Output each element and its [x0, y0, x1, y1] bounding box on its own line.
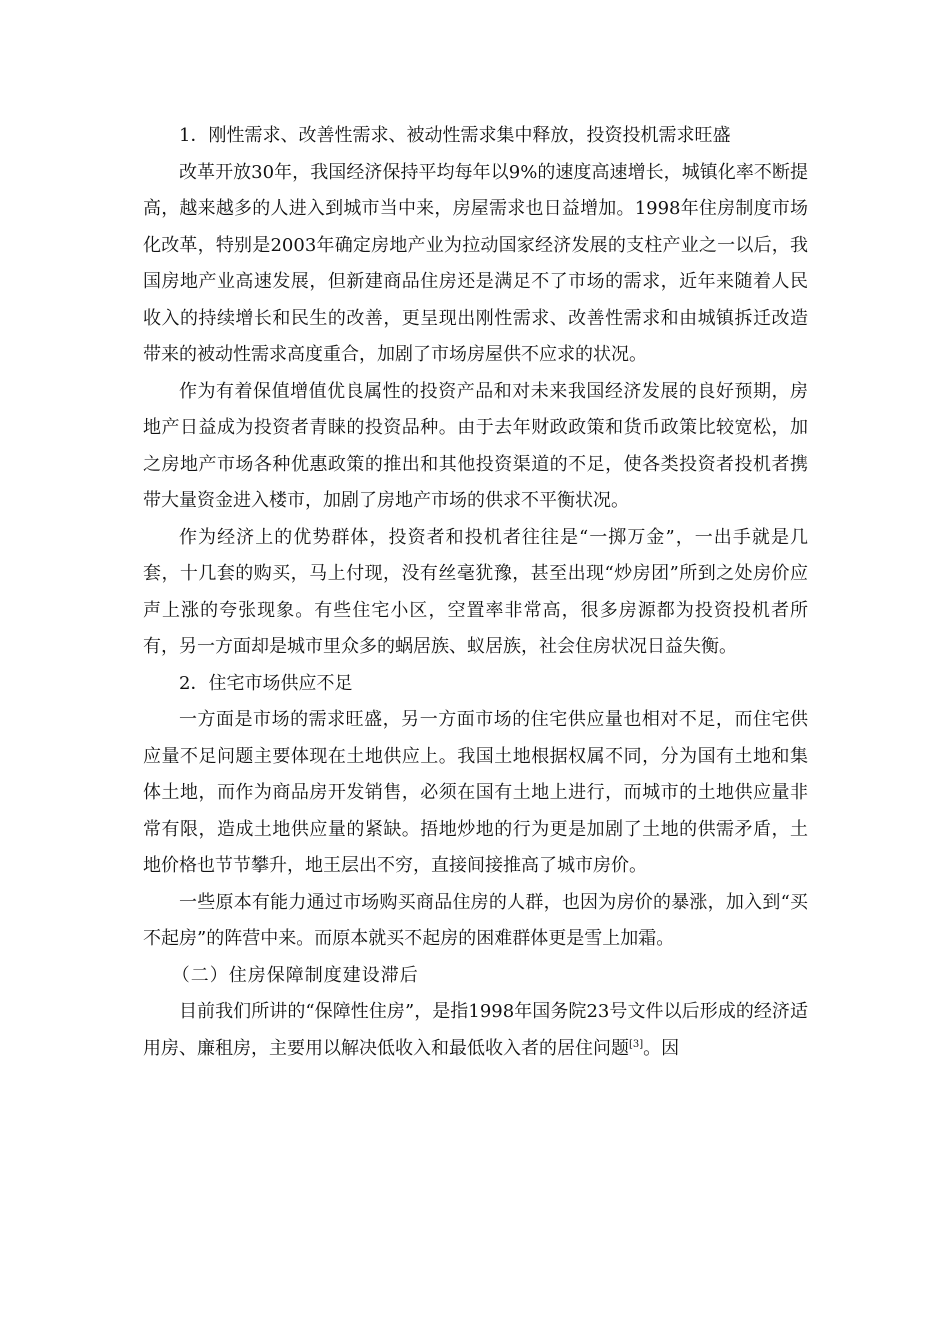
- document-page: [143, 118, 808, 1067]
- paragraph-land-supply: 一方面是市场的需求旺盛，另一方面市场的住宅供应量也相对不足，而住宅供应量不足问题主要体现在土地供应上。我国土地根据权属不同，分为国有土地和集体土地，而作为商品房开发销售，必须在国有土地上进行，而城市的土地供应量非常有限，造成土地供应量的紧缺。捂地炒地的行为更是加剧了土地的供需矛盾，土地价格也节节攀升，地王层出不穷，直接间接推高了城市房价。: [143, 709, 808, 876]
- paragraph-affordable-housing: [143, 994, 808, 1067]
- citation-marker: [3]: [629, 1038, 644, 1050]
- section-heading-housing-security: （二）住房保障制度建设滞后: [171, 964, 419, 986]
- paragraph-investment-product: 作为有着保值增值优良属性的投资产品和对未来我国经济发展的良好预期，房地产日益成为投资者青睐的投资品种。由于去年财政政策和货币政策比较宽松，加之房地产市场各种优惠政策的推出和其他投资渠道的不足，使各类投资者投机者携带大量资金进入楼市，加剧了房地产市场的供求不平衡状况。: [143, 380, 808, 511]
- paragraph-affordable-housing-text: 目前我们所讲的“保障性住房”，是指1998年国务院23号文件以后形成的经济适用房、廉租房，主要用以解决低收入和最低收入者的居住问题: [143, 1001, 808, 1059]
- paragraph-investor-behavior: 作为经济上的优势群体，投资者和投机者往往是“一掷万金”，一出手就是几套，十几套的购买，马上付现，没有丝毫犹豫，甚至出现“炒房团”所到之处房价应声上涨的夸张现象。有些住宅小区，空置率非常高，很多房源都为投资投机者所有，另一方面却是城市里众多的蜗居族、蚁居族，社会住房状况日益失衡。: [143, 526, 808, 657]
- paragraph-price-surge: 一些原本有能力通过市场购买商品住房的人群，也因为房价的暴涨，加入到“买不起房”的阵营中来。而原本就买不起房的困难群体更是雪上加霜。: [143, 891, 808, 949]
- paragraph-urbanization: 改革开放30年，我国经济保持平均每年以9%的速度高速增长，城镇化率不断提高，越来越多的人进入到城市当中来，房屋需求也日益增加。1998年住房制度市场化改革，特别是2003年确定房地产业为拉动国家经济发展的支柱产业之一以后，我国房地产业高速发展，但新建商品住房还是满足不了市场的需求，近年来随着人民收入的持续增长和民生的改善，更呈现出刚性需求、改善性需求和由城镇拆迁改造带来的被动性需求高度重合，加剧了市场房屋供不应求的状况。: [143, 161, 808, 365]
- section-heading-supply-shortage: 2．住宅市场供应不足: [179, 672, 353, 694]
- paragraph-affordable-housing-tail: 。因: [643, 1037, 680, 1059]
- section-heading-rigid-demand: 1．刚性需求、改善性需求、被动性需求集中释放，投资投机需求旺盛: [179, 125, 731, 146]
